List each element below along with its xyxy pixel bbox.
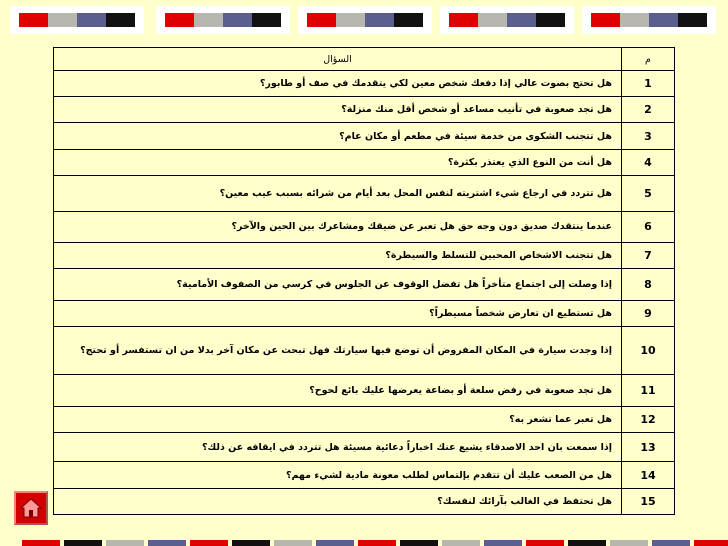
decoration-segment: [526, 540, 564, 546]
question-text: إذا وجدت سيارة في المكان المفروض أن توضع فيها سيارتك فهل تبحث عن مكان آخر بدلا من ان تستفسر أو تحتج؟: [54, 327, 622, 375]
decoration-segment: [316, 540, 354, 546]
decoration-segment: [22, 540, 60, 546]
question-text: هل تجد صعوبة في تأنيب مساعد أو شخص أقل منك منزلة؟: [54, 97, 622, 123]
decoration-segment: [106, 540, 144, 546]
question-text: هل أنت من النوع الذي يعتذر بكثرة؟: [54, 149, 622, 175]
question-column-header: السؤال: [54, 48, 622, 71]
decoration-block: [582, 6, 716, 34]
row-number: 15: [622, 488, 675, 514]
decoration-segment: [568, 540, 606, 546]
table-row: [54, 406, 675, 432]
decoration-segment: [484, 540, 522, 546]
decoration-segment: [694, 540, 728, 546]
table-row: [54, 327, 675, 375]
table-row: [54, 175, 675, 211]
decoration-segment: [190, 540, 228, 546]
table-row: [54, 300, 675, 326]
home-icon: [20, 498, 42, 518]
row-number: 7: [622, 243, 675, 269]
row-number: 5: [622, 175, 675, 211]
question-text: عندما ينتقدك صديق دون وجه حق هل تعبر عن ضيقك ومشاعرك بين الحين والآخر؟: [54, 211, 622, 242]
decoration-segment: [274, 540, 312, 546]
decoration-segment: [652, 540, 690, 546]
row-number: 6: [622, 211, 675, 242]
row-number: 1: [622, 71, 675, 97]
decoration-segment: [358, 540, 396, 546]
row-number: 2: [622, 97, 675, 123]
table-row: [54, 123, 675, 149]
row-number: 14: [622, 462, 675, 488]
question-text: هل تتجنب الاشخاص المحبين للتسلط والسيطرة؟: [54, 243, 622, 269]
number-column-header: م: [622, 48, 675, 71]
question-text: هل من الصعب عليك أن تتقدم بإلتماس لطلب معونة مادية لشيء مهم؟: [54, 462, 622, 488]
table-row: [54, 243, 675, 269]
table-row: [54, 211, 675, 242]
decoration-segment: [64, 540, 102, 546]
decoration-segment: [400, 540, 438, 546]
table-row: [54, 71, 675, 97]
question-text: هل تتجنب الشكوى من خدمة سيئة في مطعم أو مكان عام؟: [54, 123, 622, 149]
question-text: هل تحتج بصوت عالي إذا دفعك شخص معين لكي يتقدمك في صف أو طابور؟: [54, 71, 622, 97]
row-number: 11: [622, 375, 675, 406]
question-text: إذا وصلت إلى اجتماع متأخراً هل تفضل الوقوف عن الجلوس في كرسي من الصفوف الأمامية؟: [54, 269, 622, 300]
decoration-segment: [232, 540, 270, 546]
table-row: [54, 462, 675, 488]
table-row: [54, 375, 675, 406]
decoration-block: [440, 6, 574, 34]
decoration-block: [298, 6, 432, 34]
table-row: [54, 488, 675, 514]
decoration-segment: [610, 540, 648, 546]
questions-table: [53, 47, 675, 515]
question-text: هل تستطيع ان تعارض شخصاً مسيطراً؟: [54, 300, 622, 326]
table-header-row: [54, 48, 675, 71]
row-number: 4: [622, 149, 675, 175]
table-row: [54, 149, 675, 175]
question-text: هل تجد صعوبة في رفض سلعة أو بضاعة يعرضها عليك بائع لحوح؟: [54, 375, 622, 406]
table-row: [54, 97, 675, 123]
row-number: 10: [622, 327, 675, 375]
question-text: هل تعبر عما تشعر به؟: [54, 406, 622, 432]
question-text: هل تحتفظ في الغالب بآرائك لنفسك؟: [54, 488, 622, 514]
bottom-decoration-bar: [0, 540, 728, 546]
decoration-segment: [442, 540, 480, 546]
decoration-block: [10, 6, 144, 34]
table-row: [54, 269, 675, 300]
question-text: إذا سمعت بان احد الاصدقاء يشيع عنك اخباراً دعائية مسيئة هل تتردد في ايقافه عن ذلك؟: [54, 433, 622, 462]
top-decoration-bar: [0, 6, 728, 34]
row-number: 9: [622, 300, 675, 326]
row-number: 13: [622, 433, 675, 462]
row-number: 3: [622, 123, 675, 149]
row-number: 12: [622, 406, 675, 432]
decoration-block: [156, 6, 290, 34]
home-button[interactable]: [14, 491, 48, 525]
question-text: هل تتردد في ارجاع شيء اشتريته لنفس المحل بعد أيام من شرائه بسبب عيب معين؟: [54, 175, 622, 211]
table-row: [54, 433, 675, 462]
row-number: 8: [622, 269, 675, 300]
decoration-segment: [148, 540, 186, 546]
